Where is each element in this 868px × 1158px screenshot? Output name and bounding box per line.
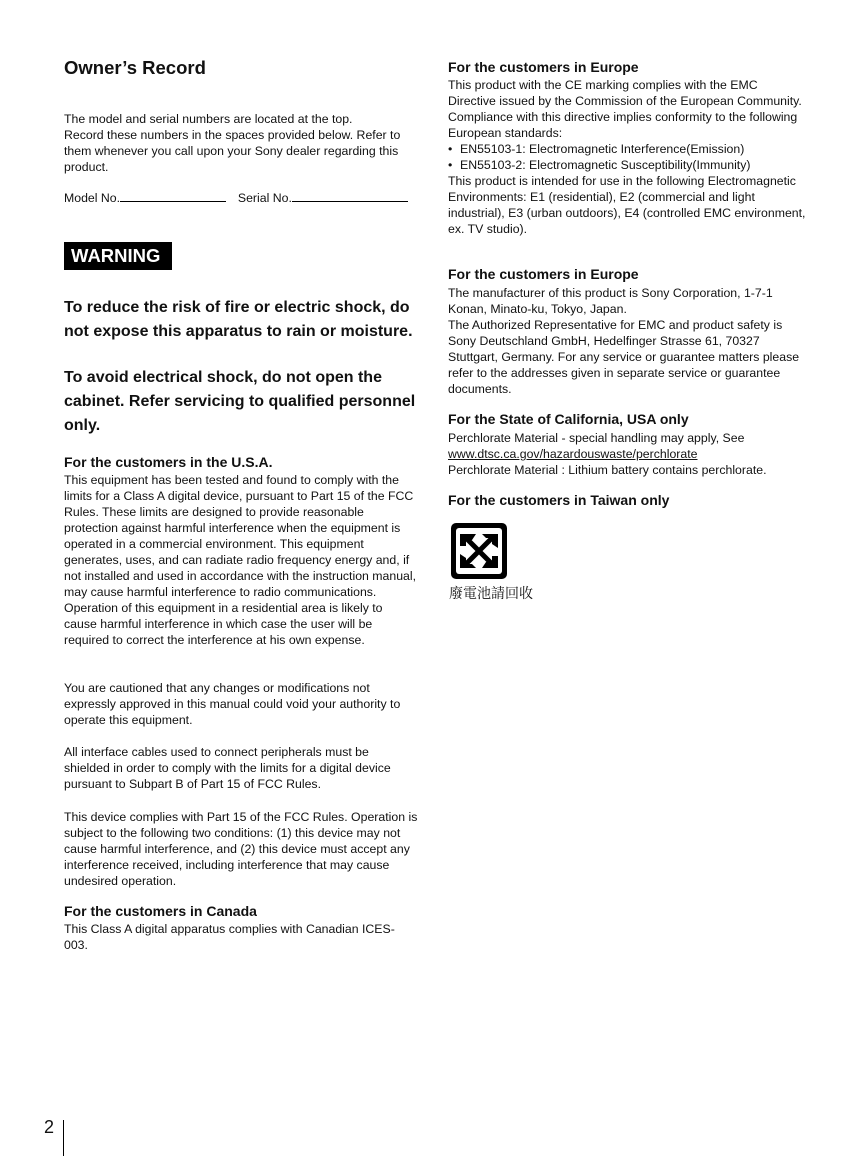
list-item: • EN55103-1: Electromagnetic Interference(Emission)	[448, 141, 808, 157]
california-section	[448, 430, 808, 478]
usa-section	[64, 472, 418, 648]
owners-record-title: Owner’s Record	[64, 57, 206, 78]
taiwan-recycle-text: 廢電池請回收	[449, 586, 533, 602]
battery-recycle-icon	[450, 522, 508, 580]
usa-p2: You are cautioned that any changes or modifications not expressly approved in this manual could void your authority to operate this equipment.	[64, 681, 401, 727]
california-heading: For the State of California, USA only	[448, 411, 689, 427]
usa-p3-block	[64, 744, 418, 792]
california-p1: Perchlorate Material - special handling may apply, See	[448, 431, 745, 445]
europe2-p2: The Authorized Representative for EMC and product safety is Sony Deutschland GmbH, Hedelfinger Strasse 61, 70327 Stuttgart, Germany. For any service or guarantee matters please refer to the addresses given in separate service or guarantee documents.	[448, 318, 800, 396]
usa-p4: This device complies with Part 15 of the FCC Rules. Operation is subject to the following two conditions: (1) this device may not cause harmful interference, and (2) this device must accept any interference received, including interference that may cause undesired operation.	[64, 810, 418, 888]
serial-no-label: Serial No.	[237, 191, 292, 205]
model-no-label: Model No.	[64, 191, 121, 205]
europe1-p2: Compliance with this directive implies conformity to the following European standards:	[448, 110, 798, 140]
california-p2: Perchlorate Material : Lithium battery contains perchlorate.	[448, 463, 767, 477]
warning-text-1: To reduce the risk of fire or electric shock, do not expose this apparatus to rain or moisture.	[64, 299, 413, 340]
europe2-p1: The manufacturer of this product is Sony Corporation, 1-7-1 Konan, Minato-ku, Tokyo, Japan.	[448, 286, 773, 316]
europe1-standards-list	[448, 141, 808, 173]
europe1-p3: This product is intended for use in the following Electromagnetic Environments: E1 (residential), E2 (commercial and light industrial), E3 (urban outdoors), E4 (controlled EMC environment, ex. TV studio).	[448, 174, 806, 236]
usa-p4-block	[64, 809, 418, 889]
model-no-line	[120, 190, 226, 202]
footer-divider	[63, 1120, 64, 1156]
owners-record-p2: Record these numbers in the spaces provided below. Refer to them whenever you call upon your Sony dealer regarding this product.	[64, 128, 401, 174]
usa-p1: This equipment has been tested and found to comply with the limits for a Class A digital device, pursuant to Part 15 of the FCC Rules. These limits are designed to provide reasonable protection against harmful interference when the equipment is operated in a commercial environment. This equipment generates, uses, and can radiate radio frequency energy and, if not installed and used in accordance with the instruction manual, may cause harmful interference to radio communications. Operation of this equipment in a residential area is likely to cause harmful interference in which case the user will be required to correct the interference at his own expense.	[64, 473, 417, 647]
page-number: 2	[44, 1117, 55, 1137]
usa-p3: All interface cables used to connect peripherals must be shielded in order to comply with the limits for a digital device pursuant to Subpart B of Part 15 of FCC Rules.	[64, 745, 391, 791]
owners-record-p1: The model and serial numbers are located at the top.	[64, 112, 353, 126]
canada-heading: For the customers in Canada	[64, 903, 257, 919]
canada-p1: This Class A digital apparatus complies with Canadian ICES-003.	[64, 922, 395, 952]
list-item: • EN55103-2: Electromagnetic Susceptibility(Immunity)	[448, 157, 808, 173]
europe1-p1: This product with the CE marking complies with the EMC Directive issued by the Commission of the European Community.	[448, 78, 802, 108]
europe-section-2	[448, 285, 808, 397]
serial-no-line	[292, 190, 408, 202]
taiwan-heading: For the customers in Taiwan only	[448, 492, 670, 508]
europe-section-1	[448, 77, 808, 237]
warning-text-2: To avoid electrical shock, do not open the cabinet. Refer servicing to qualified personnel only.	[64, 369, 416, 434]
canada-section	[64, 921, 418, 953]
owners-record-text	[64, 111, 418, 175]
usa-p2-block	[64, 680, 418, 728]
warning-label: WARNING	[64, 242, 172, 270]
perchlorate-link[interactable]: www.dtsc.ca.gov/hazardouswaste/perchlorate	[448, 447, 698, 461]
usa-heading: For the customers in the U.S.A.	[64, 454, 273, 470]
europe-heading-2: For the customers in Europe	[448, 266, 639, 282]
record-fields	[64, 190, 418, 206]
europe-heading-1: For the customers in Europe	[448, 59, 639, 75]
